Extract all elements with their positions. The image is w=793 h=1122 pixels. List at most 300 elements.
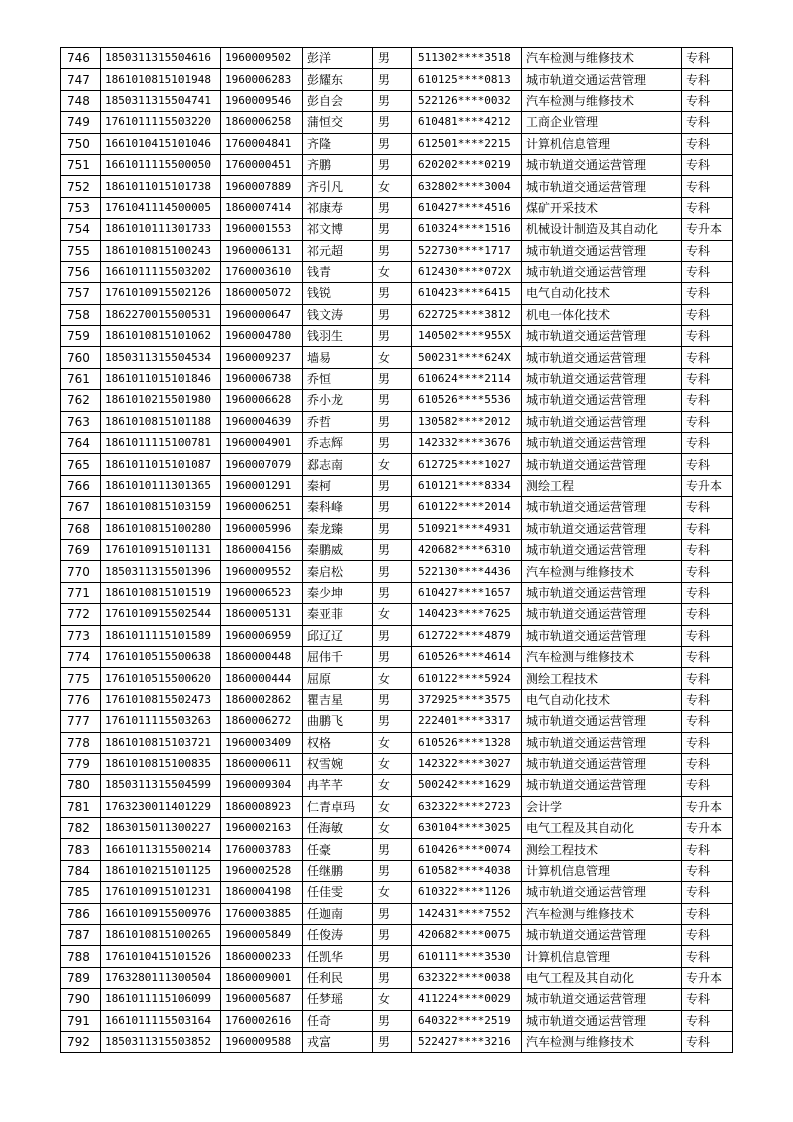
exam-number-cell: 1761041114500005 [101, 197, 221, 218]
row-number-cell: 760 [61, 347, 101, 368]
table-row [61, 454, 733, 475]
major-cell: 计算机信息管理 [522, 860, 682, 881]
exam-number-cell: 1861010215101125 [101, 860, 221, 881]
student-name-cell: 任奇 [303, 1010, 373, 1031]
student-number-cell: 1960006628 [221, 390, 303, 411]
exam-number-cell: 1850311315501396 [101, 561, 221, 582]
major-cell: 电气自动化技术 [522, 283, 682, 304]
id-number-cell: 372925****3575 [412, 689, 522, 710]
student-number-cell: 1860006258 [221, 112, 303, 133]
id-number-cell: 610427****1657 [412, 582, 522, 603]
id-number-cell: 222401****3317 [412, 711, 522, 732]
id-number-cell: 420682****0075 [412, 925, 522, 946]
id-number-cell: 610122****2014 [412, 497, 522, 518]
exam-number-cell: 1761010915502126 [101, 283, 221, 304]
exam-number-cell: 1761010915502544 [101, 604, 221, 625]
major-cell: 城市轨道交通运营管理 [522, 882, 682, 903]
row-number-cell: 781 [61, 796, 101, 817]
table-row [61, 69, 733, 90]
student-number-cell: 1960006738 [221, 368, 303, 389]
level-cell: 专科 [682, 625, 733, 646]
row-number-cell: 750 [61, 133, 101, 154]
table-row [61, 240, 733, 261]
exam-number-cell: 1850311315504616 [101, 48, 221, 69]
exam-number-cell: 1661011115503202 [101, 261, 221, 282]
level-cell: 专科 [682, 539, 733, 560]
table-row [61, 839, 733, 860]
major-cell: 城市轨道交通运营管理 [522, 261, 682, 282]
id-number-cell: 610526****4614 [412, 646, 522, 667]
row-number-cell: 782 [61, 818, 101, 839]
gender-cell: 男 [373, 283, 412, 304]
student-number-cell: 1960005996 [221, 518, 303, 539]
level-cell: 专科 [682, 433, 733, 454]
table-row [61, 582, 733, 603]
roster-body [61, 48, 733, 1053]
id-number-cell: 142431****7552 [412, 903, 522, 924]
table-row [61, 668, 733, 689]
major-cell: 城市轨道交通运营管理 [522, 604, 682, 625]
level-cell: 专科 [682, 561, 733, 582]
major-cell: 城市轨道交通运营管理 [522, 433, 682, 454]
student-number-cell: 1860000448 [221, 646, 303, 667]
major-cell: 会计学 [522, 796, 682, 817]
table-row [61, 775, 733, 796]
level-cell: 专科 [682, 326, 733, 347]
level-cell: 专科 [682, 283, 733, 304]
gender-cell: 男 [373, 197, 412, 218]
student-name-cell: 任梦瑶 [303, 989, 373, 1010]
id-number-cell: 610426****0074 [412, 839, 522, 860]
student-name-cell: 屈伟千 [303, 646, 373, 667]
row-number-cell: 779 [61, 753, 101, 774]
exam-number-cell: 1861010215501980 [101, 390, 221, 411]
student-number-cell: 1960001553 [221, 219, 303, 240]
exam-number-cell: 1861011015101087 [101, 454, 221, 475]
gender-cell: 女 [373, 261, 412, 282]
exam-number-cell: 1861010815103721 [101, 732, 221, 753]
id-number-cell: 610122****5924 [412, 668, 522, 689]
student-number-cell: 1760002616 [221, 1010, 303, 1031]
major-cell: 城市轨道交通运营管理 [522, 732, 682, 753]
level-cell: 专科 [682, 1031, 733, 1052]
level-cell: 专科 [682, 668, 733, 689]
student-name-cell: 任利民 [303, 967, 373, 988]
id-number-cell: 610526****5536 [412, 390, 522, 411]
major-cell: 城市轨道交通运营管理 [522, 176, 682, 197]
id-number-cell: 632322****2723 [412, 796, 522, 817]
table-row [61, 689, 733, 710]
student-number-cell: 1860005131 [221, 604, 303, 625]
row-number-cell: 759 [61, 326, 101, 347]
row-number-cell: 768 [61, 518, 101, 539]
id-number-cell: 610427****4516 [412, 197, 522, 218]
student-name-cell: 戎富 [303, 1031, 373, 1052]
exam-number-cell: 1863015011300227 [101, 818, 221, 839]
gender-cell: 男 [373, 133, 412, 154]
student-number-cell: 1960009552 [221, 561, 303, 582]
major-cell: 城市轨道交通运营管理 [522, 497, 682, 518]
level-cell: 专科 [682, 154, 733, 175]
id-number-cell: 630104****3025 [412, 818, 522, 839]
gender-cell: 男 [373, 539, 412, 560]
id-number-cell: 610526****1328 [412, 732, 522, 753]
level-cell: 专科 [682, 646, 733, 667]
row-number-cell: 772 [61, 604, 101, 625]
level-cell: 专科 [682, 753, 733, 774]
exam-number-cell: 1761010915101231 [101, 882, 221, 903]
gender-cell: 男 [373, 903, 412, 924]
exam-number-cell: 1862270015500531 [101, 304, 221, 325]
student-number-cell: 1960004901 [221, 433, 303, 454]
row-number-cell: 756 [61, 261, 101, 282]
level-cell: 专科 [682, 390, 733, 411]
gender-cell: 男 [373, 711, 412, 732]
table-row [61, 625, 733, 646]
student-name-cell: 任豪 [303, 839, 373, 860]
table-row [61, 433, 733, 454]
row-number-cell: 783 [61, 839, 101, 860]
exam-number-cell: 1861010815100243 [101, 240, 221, 261]
exam-number-cell: 1761010815502473 [101, 689, 221, 710]
table-row [61, 539, 733, 560]
student-number-cell: 1960006283 [221, 69, 303, 90]
row-number-cell: 754 [61, 219, 101, 240]
level-cell: 专科 [682, 69, 733, 90]
id-number-cell: 610582****4038 [412, 860, 522, 881]
table-row [61, 326, 733, 347]
exam-number-cell: 1763230011401229 [101, 796, 221, 817]
row-number-cell: 765 [61, 454, 101, 475]
student-name-cell: 乔恒 [303, 368, 373, 389]
table-row [61, 989, 733, 1010]
exam-number-cell: 1850311315503852 [101, 1031, 221, 1052]
student-number-cell: 1960009502 [221, 48, 303, 69]
major-cell: 电气自动化技术 [522, 689, 682, 710]
student-name-cell: 任佳雯 [303, 882, 373, 903]
major-cell: 测绘工程技术 [522, 668, 682, 689]
level-cell: 专科 [682, 582, 733, 603]
level-cell: 专科 [682, 411, 733, 432]
student-number-cell: 1960006523 [221, 582, 303, 603]
id-number-cell: 610324****1516 [412, 219, 522, 240]
gender-cell: 女 [373, 818, 412, 839]
major-cell: 工商企业管理 [522, 112, 682, 133]
major-cell: 电气工程及其自动化 [522, 818, 682, 839]
row-number-cell: 755 [61, 240, 101, 261]
student-name-cell: 祁康寿 [303, 197, 373, 218]
row-number-cell: 751 [61, 154, 101, 175]
major-cell: 城市轨道交通运营管理 [522, 582, 682, 603]
student-name-cell: 秦龙臻 [303, 518, 373, 539]
level-cell: 专科 [682, 711, 733, 732]
gender-cell: 男 [373, 112, 412, 133]
major-cell: 测绘工程 [522, 475, 682, 496]
major-cell: 城市轨道交通运营管理 [522, 69, 682, 90]
major-cell: 城市轨道交通运营管理 [522, 1010, 682, 1031]
row-number-cell: 769 [61, 539, 101, 560]
table-row [61, 197, 733, 218]
student-name-cell: 彭耀东 [303, 69, 373, 90]
student-number-cell: 1960001291 [221, 475, 303, 496]
table-row [61, 946, 733, 967]
row-number-cell: 786 [61, 903, 101, 924]
table-row [61, 1031, 733, 1052]
exam-number-cell: 1761010515500620 [101, 668, 221, 689]
table-row [61, 261, 733, 282]
table-row [61, 604, 733, 625]
table-row [61, 133, 733, 154]
major-cell: 城市轨道交通运营管理 [522, 711, 682, 732]
major-cell: 城市轨道交通运营管理 [522, 347, 682, 368]
level-cell: 专科 [682, 882, 733, 903]
id-number-cell: 610624****2114 [412, 368, 522, 389]
gender-cell: 男 [373, 1031, 412, 1052]
major-cell: 测绘工程技术 [522, 839, 682, 860]
student-name-cell: 任凯华 [303, 946, 373, 967]
student-number-cell: 1760004841 [221, 133, 303, 154]
level-cell: 专科 [682, 304, 733, 325]
table-row [61, 347, 733, 368]
row-number-cell: 757 [61, 283, 101, 304]
table-row [61, 411, 733, 432]
exam-number-cell: 1661010915500976 [101, 903, 221, 924]
student-name-cell: 乔志辉 [303, 433, 373, 454]
id-number-cell: 510921****4931 [412, 518, 522, 539]
level-cell: 专科 [682, 112, 733, 133]
student-name-cell: 任迦南 [303, 903, 373, 924]
student-name-cell: 冉芊芊 [303, 775, 373, 796]
student-number-cell: 1860004156 [221, 539, 303, 560]
id-number-cell: 610481****4212 [412, 112, 522, 133]
gender-cell: 男 [373, 304, 412, 325]
table-row [61, 1010, 733, 1031]
exam-number-cell: 1861011015101846 [101, 368, 221, 389]
row-number-cell: 767 [61, 497, 101, 518]
student-number-cell: 1860006272 [221, 711, 303, 732]
major-cell: 城市轨道交通运营管理 [522, 368, 682, 389]
row-number-cell: 764 [61, 433, 101, 454]
student-number-cell: 1960009546 [221, 90, 303, 111]
table-row [61, 368, 733, 389]
student-name-cell: 秦少坤 [303, 582, 373, 603]
major-cell: 城市轨道交通运营管理 [522, 454, 682, 475]
row-number-cell: 790 [61, 989, 101, 1010]
gender-cell: 男 [373, 860, 412, 881]
student-name-cell: 邱辽辽 [303, 625, 373, 646]
id-number-cell: 500242****1629 [412, 775, 522, 796]
major-cell: 城市轨道交通运营管理 [522, 925, 682, 946]
student-name-cell: 秦科峰 [303, 497, 373, 518]
level-cell: 专科 [682, 689, 733, 710]
table-row [61, 304, 733, 325]
exam-number-cell: 1761010415101526 [101, 946, 221, 967]
id-number-cell: 632802****3004 [412, 176, 522, 197]
level-cell: 专升本 [682, 818, 733, 839]
student-name-cell: 权雪婉 [303, 753, 373, 774]
exam-number-cell: 1861011115106099 [101, 989, 221, 1010]
student-number-cell: 1860008923 [221, 796, 303, 817]
gender-cell: 男 [373, 946, 412, 967]
gender-cell: 女 [373, 796, 412, 817]
id-number-cell: 610125****0813 [412, 69, 522, 90]
gender-cell: 男 [373, 839, 412, 860]
level-cell: 专科 [682, 860, 733, 881]
student-number-cell: 1960003409 [221, 732, 303, 753]
id-number-cell: 142322****3027 [412, 753, 522, 774]
gender-cell: 女 [373, 347, 412, 368]
student-number-cell: 1960009237 [221, 347, 303, 368]
table-row [61, 475, 733, 496]
student-number-cell: 1960002528 [221, 860, 303, 881]
exam-number-cell: 1761011115503220 [101, 112, 221, 133]
level-cell: 专升本 [682, 796, 733, 817]
student-name-cell: 钱文涛 [303, 304, 373, 325]
row-number-cell: 749 [61, 112, 101, 133]
gender-cell: 女 [373, 882, 412, 903]
exam-number-cell: 1850311315504599 [101, 775, 221, 796]
level-cell: 专科 [682, 946, 733, 967]
major-cell: 汽车检测与维修技术 [522, 903, 682, 924]
gender-cell: 男 [373, 219, 412, 240]
table-row [61, 219, 733, 240]
id-number-cell: 610121****8334 [412, 475, 522, 496]
student-name-cell: 蒲恒交 [303, 112, 373, 133]
gender-cell: 男 [373, 240, 412, 261]
table-row [61, 176, 733, 197]
table-row [61, 903, 733, 924]
gender-cell: 男 [373, 967, 412, 988]
level-cell: 专科 [682, 176, 733, 197]
id-number-cell: 140502****955X [412, 326, 522, 347]
id-number-cell: 610322****1126 [412, 882, 522, 903]
row-number-cell: 753 [61, 197, 101, 218]
table-row [61, 90, 733, 111]
student-number-cell: 1960006131 [221, 240, 303, 261]
student-number-cell: 1960004780 [221, 326, 303, 347]
row-number-cell: 773 [61, 625, 101, 646]
table-row [61, 48, 733, 69]
exam-number-cell: 1761010915101131 [101, 539, 221, 560]
level-cell: 专科 [682, 90, 733, 111]
row-number-cell: 766 [61, 475, 101, 496]
table-row [61, 518, 733, 539]
id-number-cell: 622725****3812 [412, 304, 522, 325]
gender-cell: 男 [373, 497, 412, 518]
exam-number-cell: 1661010415101046 [101, 133, 221, 154]
gender-cell: 男 [373, 411, 412, 432]
major-cell: 汽车检测与维修技术 [522, 646, 682, 667]
student-number-cell: 1960000647 [221, 304, 303, 325]
student-name-cell: 祁元超 [303, 240, 373, 261]
major-cell: 机电一体化技术 [522, 304, 682, 325]
gender-cell: 男 [373, 625, 412, 646]
major-cell: 城市轨道交通运营管理 [522, 753, 682, 774]
gender-cell: 男 [373, 390, 412, 411]
row-number-cell: 758 [61, 304, 101, 325]
exam-number-cell: 1850311315504741 [101, 90, 221, 111]
level-cell: 专科 [682, 454, 733, 475]
level-cell: 专科 [682, 732, 733, 753]
table-row [61, 796, 733, 817]
gender-cell: 男 [373, 69, 412, 90]
student-name-cell: 郄志南 [303, 454, 373, 475]
exam-number-cell: 1850311315504534 [101, 347, 221, 368]
student-number-cell: 1860009001 [221, 967, 303, 988]
row-number-cell: 778 [61, 732, 101, 753]
major-cell: 城市轨道交通运营管理 [522, 411, 682, 432]
row-number-cell: 776 [61, 689, 101, 710]
student-name-cell: 任海敏 [303, 818, 373, 839]
id-number-cell: 632322****0038 [412, 967, 522, 988]
id-number-cell: 130582****2012 [412, 411, 522, 432]
id-number-cell: 140423****7625 [412, 604, 522, 625]
student-name-cell: 齐隆 [303, 133, 373, 154]
gender-cell: 男 [373, 582, 412, 603]
student-number-cell: 1960009588 [221, 1031, 303, 1052]
exam-number-cell: 1861011115101589 [101, 625, 221, 646]
student-name-cell: 权格 [303, 732, 373, 753]
row-number-cell: 785 [61, 882, 101, 903]
row-number-cell: 752 [61, 176, 101, 197]
id-number-cell: 640322****2519 [412, 1010, 522, 1031]
student-name-cell: 彭洋 [303, 48, 373, 69]
id-number-cell: 522130****4436 [412, 561, 522, 582]
row-number-cell: 763 [61, 411, 101, 432]
student-name-cell: 钱青 [303, 261, 373, 282]
student-number-cell: 1960007889 [221, 176, 303, 197]
id-number-cell: 411224****0029 [412, 989, 522, 1010]
major-cell: 计算机信息管理 [522, 133, 682, 154]
id-number-cell: 522730****1717 [412, 240, 522, 261]
level-cell: 专科 [682, 240, 733, 261]
major-cell: 城市轨道交通运营管理 [522, 989, 682, 1010]
gender-cell: 男 [373, 48, 412, 69]
major-cell: 城市轨道交通运营管理 [522, 775, 682, 796]
student-name-cell: 钱锐 [303, 283, 373, 304]
student-name-cell: 墙易 [303, 347, 373, 368]
student-number-cell: 1960005687 [221, 989, 303, 1010]
id-number-cell: 610423****6415 [412, 283, 522, 304]
level-cell: 专科 [682, 989, 733, 1010]
gender-cell: 女 [373, 775, 412, 796]
exam-number-cell: 1861010815100265 [101, 925, 221, 946]
major-cell: 汽车检测与维修技术 [522, 90, 682, 111]
row-number-cell: 775 [61, 668, 101, 689]
major-cell: 城市轨道交通运营管理 [522, 390, 682, 411]
student-number-cell: 1960005849 [221, 925, 303, 946]
student-number-cell: 1960009304 [221, 775, 303, 796]
exam-number-cell: 1661011315500214 [101, 839, 221, 860]
exam-number-cell: 1861010815101948 [101, 69, 221, 90]
student-number-cell: 1760003885 [221, 903, 303, 924]
table-row [61, 967, 733, 988]
id-number-cell: 612430****072X [412, 261, 522, 282]
exam-number-cell: 1861010111301733 [101, 219, 221, 240]
row-number-cell: 747 [61, 69, 101, 90]
row-number-cell: 789 [61, 967, 101, 988]
exam-number-cell: 1861010815100280 [101, 518, 221, 539]
level-cell: 专科 [682, 925, 733, 946]
major-cell: 城市轨道交通运营管理 [522, 326, 682, 347]
row-number-cell: 771 [61, 582, 101, 603]
major-cell: 煤矿开采技术 [522, 197, 682, 218]
table-row [61, 732, 733, 753]
major-cell: 城市轨道交通运营管理 [522, 539, 682, 560]
table-row [61, 753, 733, 774]
exam-number-cell: 1761010515500638 [101, 646, 221, 667]
table-row [61, 283, 733, 304]
